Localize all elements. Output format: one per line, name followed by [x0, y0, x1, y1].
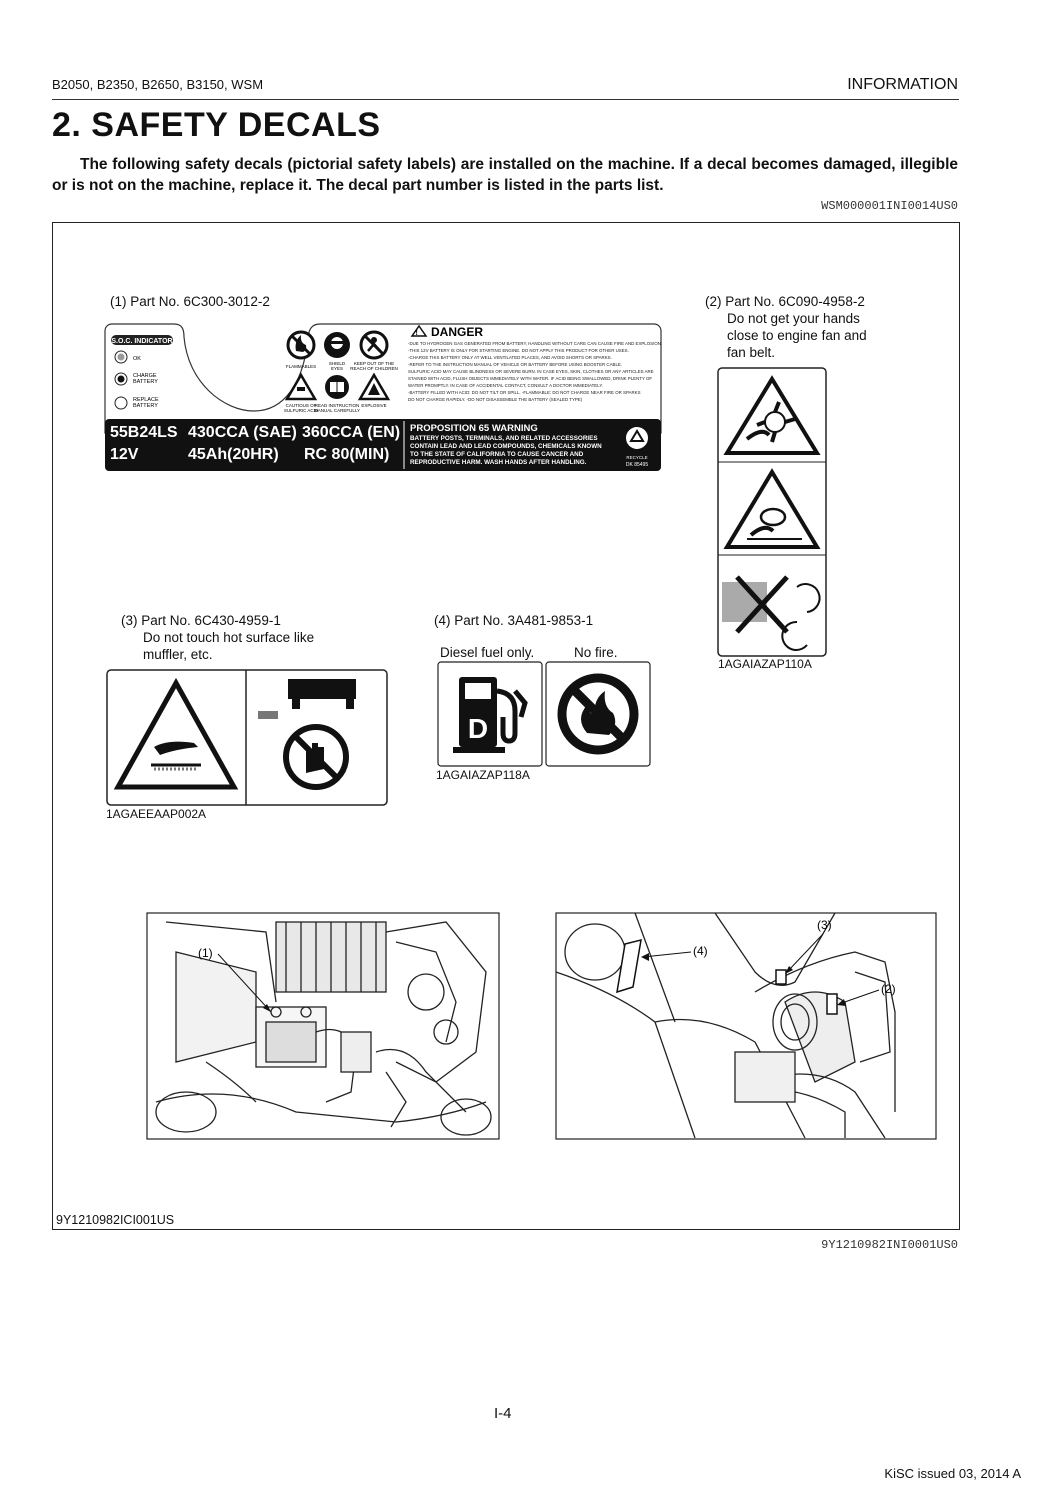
- svg-text:FLAMMABLES: FLAMMABLES: [285, 364, 317, 369]
- header-section: INFORMATION: [847, 76, 958, 93]
- no-touch-icon: [286, 727, 346, 787]
- decal-4-nofire-label: No fire.: [574, 645, 618, 660]
- svg-text:OK: OK: [133, 356, 141, 362]
- svg-text:-BATTERY FILLED WITH ACID: DO: -BATTERY FILLED WITH ACID: DO NOT TILT OR SPILL. -FLAMMABLE: DO NOT CHARGE NEAR FIRE OR SPARKS: [408, 390, 641, 395]
- hot-surface-decal: [106, 669, 388, 806]
- decal-2-description: Do not get your hands close to engine fan and fan belt.: [727, 311, 867, 360]
- decal-2-location-marker: [827, 994, 837, 1014]
- decal-3-code: 1AGAEEAAP002A: [106, 807, 207, 821]
- svg-text:REPLACE: REPLACE: [133, 397, 159, 403]
- svg-text:BATTERY: BATTERY: [133, 403, 158, 409]
- page-number: I-4: [494, 1405, 512, 1422]
- label-left-1: (1): [198, 946, 213, 960]
- svg-text:BATTERY POSTS, TERMINALS, AND: BATTERY POSTS, TERMINALS, AND RELATED ACCESSORIES: [410, 435, 598, 442]
- decal-2-code: 1AGAIAZAP110A: [718, 657, 812, 671]
- decal-4-code: 1AGAIAZAP118A: [436, 768, 530, 782]
- location-figure-left: [146, 912, 500, 1140]
- label-right-3: (3): [817, 918, 832, 932]
- svg-text:-DUE TO HYDROGEN GAS GENERATED: -DUE TO HYDROGEN GAS GENERATED FROM BATTERY, HANDLING WITHOUT CARE CAN CAUSE FIRE AND EXPLOSION.: [408, 341, 662, 346]
- svg-text:REACH OF CHILDREN: REACH OF CHILDREN: [350, 366, 398, 371]
- svg-text:-CHARGE THIS BATTERY ONLY AT W: -CHARGE THIS BATTERY ONLY AT WELL VENTILATED PLACES, AND AVOID SHORTS OR SPARKS.: [408, 355, 612, 360]
- decal-4-part-number: (4) Part No. 3A481-9853-1: [434, 613, 594, 628]
- svg-text:D: D: [467, 713, 489, 744]
- intro-code: WSM000001INI0014US0: [821, 199, 958, 213]
- decal-1-part-number: (1) Part No. 6C300-3012-2: [110, 294, 270, 309]
- spec-ah: 45Ah(20HR): [188, 446, 279, 463]
- svg-text:WATER PROMPTLY. IN CASE OF ACC: WATER PROMPTLY. IN CASE OF ACCIDENTAL CONTACT, CONSULT A DOCTOR IMMEDIATELY.: [408, 383, 603, 388]
- no-flame-icon: [288, 332, 314, 358]
- frame-code: 9Y1210982ICI001US: [56, 1213, 175, 1227]
- decal-frame: [52, 222, 960, 1230]
- label-right-4: (4): [693, 944, 708, 958]
- svg-text:SULFURIC ACID: SULFURIC ACID: [283, 408, 319, 413]
- decal-4-diesel-label: Diesel fuel only.: [440, 645, 535, 660]
- page-title: 2. SAFETY DECALS: [52, 106, 381, 144]
- svg-text:CAUTIOUS OF: CAUTIOUS OF: [285, 403, 317, 408]
- svg-text:READ INSTRUCTION: READ INSTRUCTION: [314, 403, 360, 408]
- svg-text:-REFER TO THE INSTRUCTION MANU: -REFER TO THE INSTRUCTION MANUAL OF VEHICLE OR BATTERY BEFORE USING BOOSTER CABLE.: [408, 362, 623, 367]
- decal-3-part-number: (3) Part No. 6C430-4959-1: [121, 613, 281, 628]
- svg-text:MANUAL CAREFULLY: MANUAL CAREFULLY: [313, 408, 361, 413]
- svg-text:EXPLOSIVE: EXPLOSIVE: [361, 403, 387, 408]
- svg-text:-THIS 12V BATTERY IS ONLY FOR: -THIS 12V BATTERY IS ONLY FOR STARTING ENGINE. DO NOT APPLY THIS PRODUCT FOR OTHER USES.: [408, 348, 629, 353]
- header-models: B2050, B2350, B2650, B3150, WSM: [52, 77, 264, 92]
- spec-cca-sae: 430CCA (SAE): [188, 424, 297, 441]
- spec-rc: RC 80(MIN): [304, 446, 390, 463]
- svg-text:SULFURIC ACID MAY CAUSE BLINDN: SULFURIC ACID MAY CAUSE BLINDNESS OR SEVERE BURN. IN CASE EYES, SKIN, CLOTHES OR ANY ARTICLES ARE: [408, 369, 654, 374]
- svg-text:KEEP OUT OF THE: KEEP OUT OF THE: [353, 361, 395, 366]
- fan-belt-decal: [717, 367, 827, 657]
- decal-3-description: Do not touch hot surface like muffler, etc.: [143, 630, 315, 662]
- svg-text:PROPOSITION 65 WARNING: PROPOSITION 65 WARNING: [410, 423, 538, 434]
- location-figure-right: [555, 912, 937, 1140]
- battery-decal: [104, 323, 662, 473]
- header-rule: [52, 99, 959, 100]
- bottom-code: 9Y1210982INI0001US0: [821, 1238, 958, 1252]
- svg-text:STAINED WITH ACID, FLUSH OBJEC: STAINED WITH ACID, FLUSH OBJECTS IMMEDIATELY WITH WATER. IF ACID BEING SWALLOWED, DRINK PLENTY OF: [408, 376, 653, 381]
- decal-2-part-number: (2) Part No. 6C090-4958-2: [705, 294, 865, 309]
- intro-paragraph: The following safety decals (pictorial safety labels) are installed on the machine. If a decal becomes damaged, illegible or is not on the machine, replace it. The decal part number is listed in the parts list.: [52, 156, 958, 194]
- svg-text:CHARGE: CHARGE: [133, 373, 157, 379]
- no-fire-icon: [562, 678, 634, 750]
- danger-heading: DANGER: [431, 325, 484, 339]
- svg-text:RECYCLE: RECYCLE: [626, 455, 648, 460]
- svg-text:DK 85495: DK 85495: [625, 462, 649, 468]
- svg-text:CONTAIN LEAD AND LEAD COMPOUND: CONTAIN LEAD AND LEAD COMPOUNDS, CHEMICALS KNOWN: [410, 443, 602, 450]
- svg-text:!: !: [415, 330, 418, 337]
- label-right-2: (2): [881, 982, 896, 996]
- svg-text:REPRODUCTIVE HARM. WASH HANDS: REPRODUCTIVE HARM. WASH HANDS AFTER HANDLING.: [410, 459, 587, 466]
- svg-text:TO THE STATE OF CALIFORNIA TO: TO THE STATE OF CALIFORNIA TO CAUSE CANCER AND: [410, 451, 584, 458]
- fuel-decal: [437, 661, 651, 768]
- spec-model: 55B24LS: [110, 424, 178, 441]
- svg-text:EYES: EYES: [330, 366, 344, 371]
- keep-children-icon: [361, 332, 387, 358]
- shield-eyes-icon: [324, 332, 350, 358]
- footer-issue: KiSC issued 03, 2014 A: [884, 1466, 1021, 1481]
- spec-voltage: 12V: [110, 446, 139, 463]
- svg-text:BATTERY: BATTERY: [133, 379, 158, 385]
- recycle-icon: [626, 427, 648, 449]
- spec-cca-en: 360CCA (EN): [302, 424, 401, 441]
- read-manual-icon: [325, 375, 349, 399]
- decal-3-location-marker: [776, 970, 786, 984]
- soc-title: S.O.C. INDICATOR: [111, 338, 173, 345]
- svg-text:DO NOT CHARGE RAPIDLY. -DO NO: DO NOT CHARGE RAPIDLY. -DO NOT DISASSEMBLE THE BATTERY (SEALED TYPE): [408, 397, 583, 402]
- svg-text:SHIELD: SHIELD: [328, 361, 346, 366]
